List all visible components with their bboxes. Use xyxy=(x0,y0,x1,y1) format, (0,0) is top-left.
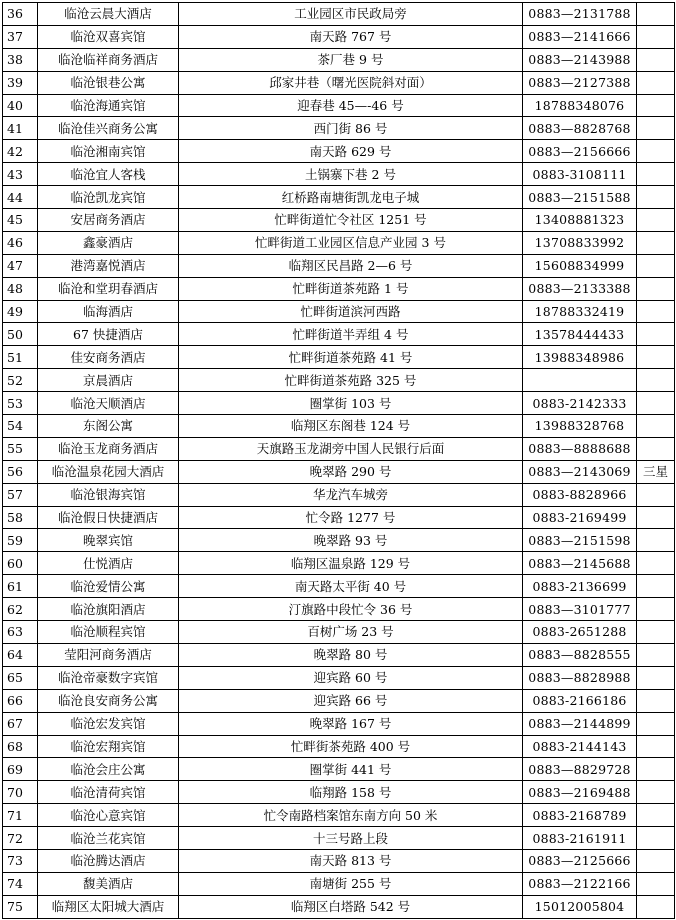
table-row xyxy=(3,277,675,300)
table-row xyxy=(3,300,675,323)
row-number: 65 xyxy=(3,666,38,689)
hotel-note xyxy=(637,94,675,117)
row-number: 70 xyxy=(3,781,38,804)
hotel-phone: 0883—2122166 xyxy=(523,872,637,895)
row-number: 51 xyxy=(3,346,38,369)
hotel-name: 临翔区太阳城大酒店 xyxy=(38,895,179,918)
hotel-note xyxy=(637,71,675,94)
row-number: 57 xyxy=(3,483,38,506)
hotel-note xyxy=(637,483,675,506)
hotel-name: 临沧凯龙宾馆 xyxy=(38,186,179,209)
hotel-note xyxy=(637,140,675,163)
hotel-phone: 0883—2133388 xyxy=(523,277,637,300)
hotel-note: 三星 xyxy=(637,460,675,483)
hotel-phone: 0883-2168789 xyxy=(523,804,637,827)
hotel-address: 晚翠路 80 号 xyxy=(179,643,523,666)
hotel-note xyxy=(637,827,675,850)
hotel-phone: 13708833992 xyxy=(523,231,637,254)
hotel-note xyxy=(637,621,675,644)
hotel-note xyxy=(637,758,675,781)
hotel-note xyxy=(637,277,675,300)
hotel-address: 临翔区东阁巷 124 号 xyxy=(179,415,523,438)
hotel-note xyxy=(637,346,675,369)
hotel-address: 临翔区白塔路 542 号 xyxy=(179,895,523,918)
hotel-name: 京晨酒店 xyxy=(38,369,179,392)
hotel-address: 茶厂巷 9 号 xyxy=(179,48,523,71)
hotel-phone: 0883—2144899 xyxy=(523,712,637,735)
hotel-name: 临沧帝豪数字宾馆 xyxy=(38,666,179,689)
hotel-note xyxy=(637,415,675,438)
table-row xyxy=(3,895,675,918)
hotel-address: 西门街 86 号 xyxy=(179,117,523,140)
hotel-note xyxy=(637,254,675,277)
hotel-address: 晚翠路 93 号 xyxy=(179,529,523,552)
hotel-address: 忙畔街道滨河西路 xyxy=(179,300,523,323)
hotel-phone: 0883-3108111 xyxy=(523,163,637,186)
hotel-name: 临沧海通宾馆 xyxy=(38,94,179,117)
hotel-address: 邱家井巷（曙光医院斜对面） xyxy=(179,71,523,94)
hotel-phone: 0883—3101777 xyxy=(523,598,637,621)
hotel-phone: 13988348986 xyxy=(523,346,637,369)
row-number: 66 xyxy=(3,689,38,712)
row-number: 54 xyxy=(3,415,38,438)
hotel-list-table xyxy=(2,2,675,919)
row-number: 50 xyxy=(3,323,38,346)
hotel-address: 土锅寨下巷 2 号 xyxy=(179,163,523,186)
hotel-name: 临沧和堂玥春酒店 xyxy=(38,277,179,300)
hotel-address: 忙畔街道茶苑路 41 号 xyxy=(179,346,523,369)
hotel-address: 南塘街 255 号 xyxy=(179,872,523,895)
hotel-phone xyxy=(523,369,637,392)
hotel-phone: 0883—8829728 xyxy=(523,758,637,781)
hotel-address: 南天路 813 号 xyxy=(179,849,523,872)
row-number: 74 xyxy=(3,872,38,895)
hotel-name: 临沧宏发宾馆 xyxy=(38,712,179,735)
table-row xyxy=(3,483,675,506)
row-number: 44 xyxy=(3,186,38,209)
hotel-address: 忙畔街道工业园区信息产业园 3 号 xyxy=(179,231,523,254)
hotel-note xyxy=(637,25,675,48)
row-number: 48 xyxy=(3,277,38,300)
hotel-address: 工业园区市民政局旁 xyxy=(179,3,523,26)
hotel-address: 晚翠路 167 号 xyxy=(179,712,523,735)
hotel-phone: 0883-2144143 xyxy=(523,735,637,758)
hotel-name: 临沧良安商务公寓 xyxy=(38,689,179,712)
table-row xyxy=(3,209,675,232)
table-row xyxy=(3,117,675,140)
table-row xyxy=(3,437,675,460)
row-number: 36 xyxy=(3,3,38,26)
hotel-name: 临沧临祥商务酒店 xyxy=(38,48,179,71)
hotel-name: 晚翠宾馆 xyxy=(38,529,179,552)
hotel-note xyxy=(637,643,675,666)
hotel-address: 华龙汽车城旁 xyxy=(179,483,523,506)
row-number: 60 xyxy=(3,552,38,575)
hotel-name: 仕悦酒店 xyxy=(38,552,179,575)
hotel-phone: 0883—2125666 xyxy=(523,849,637,872)
hotel-note xyxy=(637,575,675,598)
table-row xyxy=(3,552,675,575)
hotel-address: 临翔路 158 号 xyxy=(179,781,523,804)
row-number: 53 xyxy=(3,392,38,415)
hotel-phone: 0883—2143988 xyxy=(523,48,637,71)
hotel-note xyxy=(637,872,675,895)
hotel-note xyxy=(637,598,675,621)
hotel-note xyxy=(637,895,675,918)
hotel-name: 临海酒店 xyxy=(38,300,179,323)
hotel-name: 临沧天顺酒店 xyxy=(38,392,179,415)
hotel-address: 忙畔街道半弄组 4 号 xyxy=(179,323,523,346)
table-row xyxy=(3,804,675,827)
row-number: 52 xyxy=(3,369,38,392)
hotel-phone: 0883-2166186 xyxy=(523,689,637,712)
hotel-note xyxy=(637,186,675,209)
hotel-phone: 0883-8828966 xyxy=(523,483,637,506)
hotel-name: 港湾嘉悦酒店 xyxy=(38,254,179,277)
hotel-phone: 0883—2143069 xyxy=(523,460,637,483)
row-number: 43 xyxy=(3,163,38,186)
hotel-note xyxy=(637,849,675,872)
table-row xyxy=(3,689,675,712)
hotel-name: 临沧双喜宾馆 xyxy=(38,25,179,48)
hotel-note xyxy=(637,781,675,804)
table-row xyxy=(3,735,675,758)
hotel-address: 南天路 767 号 xyxy=(179,25,523,48)
hotel-note xyxy=(637,231,675,254)
hotel-phone: 0883—2127388 xyxy=(523,71,637,94)
table-row xyxy=(3,369,675,392)
hotel-address: 迎春巷 45—-46 号 xyxy=(179,94,523,117)
row-number: 39 xyxy=(3,71,38,94)
hotel-name: 临沧佳兴商务公寓 xyxy=(38,117,179,140)
hotel-note xyxy=(637,392,675,415)
hotel-note xyxy=(637,735,675,758)
hotel-name: 临沧玉龙商务酒店 xyxy=(38,437,179,460)
table-row xyxy=(3,392,675,415)
row-number: 63 xyxy=(3,621,38,644)
row-number: 56 xyxy=(3,460,38,483)
hotel-note xyxy=(637,209,675,232)
table-row xyxy=(3,712,675,735)
hotel-phone: 0883—8828768 xyxy=(523,117,637,140)
hotel-name: 东阁公寓 xyxy=(38,415,179,438)
hotel-address: 忙畔街道茶苑路 1 号 xyxy=(179,277,523,300)
hotel-name: 临沧银巷公寓 xyxy=(38,71,179,94)
hotel-address: 汀旗路中段忙令 36 号 xyxy=(179,598,523,621)
hotel-phone: 0883—8828988 xyxy=(523,666,637,689)
hotel-name: 临沧爱情公寓 xyxy=(38,575,179,598)
hotel-name: 临沧心意宾馆 xyxy=(38,804,179,827)
table-row xyxy=(3,3,675,26)
hotel-phone: 0883—2169488 xyxy=(523,781,637,804)
hotel-phone: 0883—2131788 xyxy=(523,3,637,26)
row-number: 37 xyxy=(3,25,38,48)
hotel-note xyxy=(637,437,675,460)
hotel-address: 天旗路玉龙湖旁中国人民银行后面 xyxy=(179,437,523,460)
hotel-phone: 13988328768 xyxy=(523,415,637,438)
table-row xyxy=(3,666,675,689)
table-row xyxy=(3,827,675,850)
hotel-phone: 0883-2136699 xyxy=(523,575,637,598)
table-row xyxy=(3,323,675,346)
hotel-name: 临沧会庄公寓 xyxy=(38,758,179,781)
hotel-name: 馥美酒店 xyxy=(38,872,179,895)
table-row xyxy=(3,506,675,529)
row-number: 67 xyxy=(3,712,38,735)
row-number: 41 xyxy=(3,117,38,140)
table-row xyxy=(3,71,675,94)
row-number: 58 xyxy=(3,506,38,529)
table-row xyxy=(3,621,675,644)
row-number: 59 xyxy=(3,529,38,552)
row-number: 40 xyxy=(3,94,38,117)
row-number: 64 xyxy=(3,643,38,666)
row-number: 72 xyxy=(3,827,38,850)
hotel-address: 忙令路 1277 号 xyxy=(179,506,523,529)
hotel-name: 佳安商务酒店 xyxy=(38,346,179,369)
row-number: 42 xyxy=(3,140,38,163)
row-number: 75 xyxy=(3,895,38,918)
table-row xyxy=(3,643,675,666)
hotel-name: 临沧银海宾馆 xyxy=(38,483,179,506)
table-row xyxy=(3,849,675,872)
hotel-address: 忙畔街道茶苑路 325 号 xyxy=(179,369,523,392)
hotel-note xyxy=(637,163,675,186)
table-row xyxy=(3,529,675,552)
hotel-phone: 0883—2145688 xyxy=(523,552,637,575)
hotel-phone: 0883—2156666 xyxy=(523,140,637,163)
table-row xyxy=(3,254,675,277)
row-number: 61 xyxy=(3,575,38,598)
hotel-note xyxy=(637,3,675,26)
row-number: 55 xyxy=(3,437,38,460)
hotel-phone: 0883-2651288 xyxy=(523,621,637,644)
table-row xyxy=(3,575,675,598)
table-row xyxy=(3,758,675,781)
hotel-address: 忙畔街茶苑路 400 号 xyxy=(179,735,523,758)
hotel-address: 圈掌街 103 号 xyxy=(179,392,523,415)
hotel-note xyxy=(637,804,675,827)
hotel-note xyxy=(637,529,675,552)
hotel-name: 67 快捷酒店 xyxy=(38,323,179,346)
hotel-note xyxy=(637,712,675,735)
hotel-name: 临沧腾达酒店 xyxy=(38,849,179,872)
table-row xyxy=(3,186,675,209)
hotel-address: 临翔区温泉路 129 号 xyxy=(179,552,523,575)
table-row xyxy=(3,163,675,186)
hotel-name: 临沧宏翔宾馆 xyxy=(38,735,179,758)
hotel-name: 临沧顺程宾馆 xyxy=(38,621,179,644)
hotel-phone: 13578444433 xyxy=(523,323,637,346)
hotel-phone: 0883-2142333 xyxy=(523,392,637,415)
table-row xyxy=(3,140,675,163)
hotel-address: 临翔区民昌路 2—6 号 xyxy=(179,254,523,277)
hotel-note xyxy=(637,666,675,689)
hotel-name: 临沧清荷宾馆 xyxy=(38,781,179,804)
hotel-address: 忙畔街道忙令社区 1251 号 xyxy=(179,209,523,232)
hotel-name: 临沧兰花宾馆 xyxy=(38,827,179,850)
hotel-note xyxy=(637,689,675,712)
hotel-name: 安居商务酒店 xyxy=(38,209,179,232)
hotel-note xyxy=(637,369,675,392)
hotel-phone: 0883—8828555 xyxy=(523,643,637,666)
hotel-phone: 15012005804 xyxy=(523,895,637,918)
table-row xyxy=(3,346,675,369)
hotel-phone: 0883-2169499 xyxy=(523,506,637,529)
row-number: 47 xyxy=(3,254,38,277)
table-row xyxy=(3,415,675,438)
row-number: 69 xyxy=(3,758,38,781)
table-row xyxy=(3,231,675,254)
row-number: 71 xyxy=(3,804,38,827)
hotel-name: 临沧宜人客栈 xyxy=(38,163,179,186)
hotel-phone: 0883—2151588 xyxy=(523,186,637,209)
table-row xyxy=(3,48,675,71)
hotel-note xyxy=(637,552,675,575)
row-number: 73 xyxy=(3,849,38,872)
hotel-address: 迎宾路 60 号 xyxy=(179,666,523,689)
hotel-address: 南天路 629 号 xyxy=(179,140,523,163)
table-row xyxy=(3,598,675,621)
hotel-name: 莹阳河商务酒店 xyxy=(38,643,179,666)
hotel-name: 临沧假日快捷酒店 xyxy=(38,506,179,529)
hotel-phone: 0883—2141666 xyxy=(523,25,637,48)
hotel-address: 百树广场 23 号 xyxy=(179,621,523,644)
row-number: 68 xyxy=(3,735,38,758)
row-number: 46 xyxy=(3,231,38,254)
hotel-phone: 18788348076 xyxy=(523,94,637,117)
hotel-note xyxy=(637,300,675,323)
hotel-name: 临沧云晨大酒店 xyxy=(38,3,179,26)
hotel-list-body xyxy=(3,3,675,919)
row-number: 49 xyxy=(3,300,38,323)
hotel-address: 红桥路南塘街凯龙电子城 xyxy=(179,186,523,209)
table-row xyxy=(3,781,675,804)
table-row xyxy=(3,25,675,48)
hotel-name: 临沧旗阳酒店 xyxy=(38,598,179,621)
hotel-name: 临沧湘南宾馆 xyxy=(38,140,179,163)
hotel-address: 迎宾路 66 号 xyxy=(179,689,523,712)
hotel-address: 忙令南路档案馆东南方向 50 米 xyxy=(179,804,523,827)
hotel-address: 晚翠路 290 号 xyxy=(179,460,523,483)
hotel-phone: 18788332419 xyxy=(523,300,637,323)
hotel-address: 圈掌街 441 号 xyxy=(179,758,523,781)
hotel-name: 临沧温泉花园大酒店 xyxy=(38,460,179,483)
table-row xyxy=(3,460,675,483)
row-number: 38 xyxy=(3,48,38,71)
hotel-note xyxy=(637,48,675,71)
hotel-address: 十三号路上段 xyxy=(179,827,523,850)
hotel-name: 鑫豪酒店 xyxy=(38,231,179,254)
hotel-phone: 0883-2161911 xyxy=(523,827,637,850)
table-row xyxy=(3,872,675,895)
row-number: 45 xyxy=(3,209,38,232)
hotel-phone: 0883—8888688 xyxy=(523,437,637,460)
hotel-address: 南天路太平街 40 号 xyxy=(179,575,523,598)
hotel-phone: 15608834999 xyxy=(523,254,637,277)
hotel-phone: 0883—2151598 xyxy=(523,529,637,552)
hotel-note xyxy=(637,506,675,529)
hotel-note xyxy=(637,323,675,346)
hotel-phone: 13408881323 xyxy=(523,209,637,232)
table-row xyxy=(3,94,675,117)
row-number: 62 xyxy=(3,598,38,621)
hotel-note xyxy=(637,117,675,140)
